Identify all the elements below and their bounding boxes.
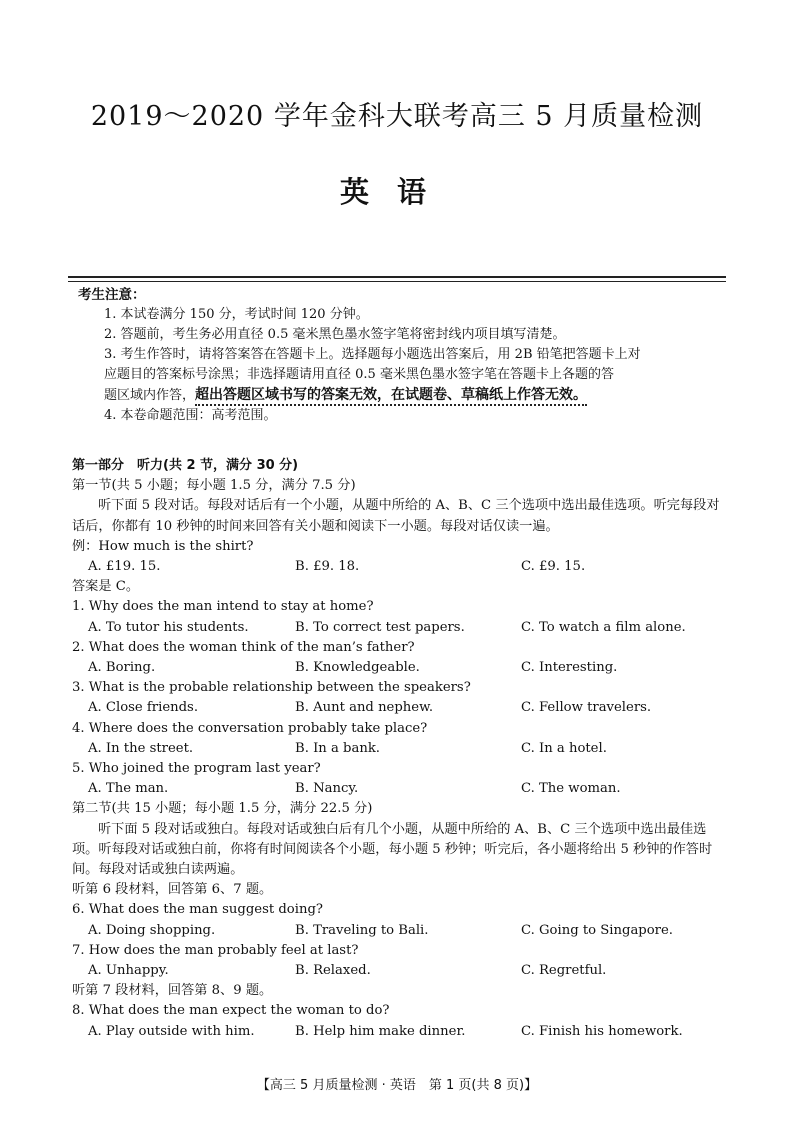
question-8-option-b: B. Help him make dinner. xyxy=(295,1023,466,1039)
question-7-option-b: B. Relaxed. xyxy=(295,963,371,979)
question-6: 6. What does the man suggest doing? xyxy=(72,902,323,918)
notice-heading: 考生注意： xyxy=(78,287,146,303)
example-option-b: B. £9. 18. xyxy=(295,559,360,575)
question-1-option-c: C. To watch a film alone. xyxy=(521,619,686,635)
question-3: 3. What is the probable relationship between the speakers? xyxy=(72,680,471,696)
example-question: 例：How much is the shirt? xyxy=(72,538,254,554)
question-4-option-a: A. In the street. xyxy=(88,740,194,756)
question-8-options xyxy=(72,1022,728,1042)
material-6-note: 听第 6 段材料，回答第 6、7 题。 xyxy=(72,882,273,898)
question-6-option-a: A. Doing shopping. xyxy=(88,922,216,938)
question-6-option-c: C. Going to Singapore. xyxy=(521,922,673,938)
header-divider-thick xyxy=(68,276,726,278)
exam-title: 2019～2020 学年金科大联考高三 5 月质量检测 xyxy=(90,101,704,132)
material-7-note: 听第 7 段材料，回答第 8、9 题。 xyxy=(72,983,273,999)
notice-item-2: 2. 答题前，考生务必用直径 0.5 毫米黑色墨水签字笔将密封线内项目填写清楚。 xyxy=(104,327,566,342)
subject-title: 英语 xyxy=(339,175,454,209)
page-footer: 【高三 5 月质量检测 · 英语 第 1 页(共 8 页)】 xyxy=(256,1078,538,1093)
question-2-option-c: C. Interesting. xyxy=(521,660,618,676)
notice-item-3-line-2: 应题目的答案标号涂黑；非选择题请用直径 0.5 毫米黑色墨水签字笔在答题卡上各题的答 xyxy=(104,367,614,382)
question-8-option-c: C. Finish his homework. xyxy=(521,1023,683,1039)
question-7-option-a: A. Unhappy. xyxy=(88,963,169,979)
question-8-option-a: A. Play outside with him. xyxy=(88,1023,255,1039)
header-divider-thin xyxy=(68,281,726,282)
question-5-option-b: B. Nancy. xyxy=(295,781,359,797)
part1-heading: 第一部分 听力(共 2 节，满分 30 分) xyxy=(72,458,299,473)
question-4-option-c: C. In a hotel. xyxy=(521,740,607,756)
example-option-a: A. £19. 15. xyxy=(88,559,161,575)
question-1-options xyxy=(72,618,728,638)
example-options xyxy=(72,557,728,577)
question-8: 8. What does the man expect the woman to do? xyxy=(72,1003,390,1019)
section2-heading: 第二节(共 15 小题；每小题 1.5 分，满分 22.5 分) xyxy=(72,801,373,817)
question-5-option-c: C. The woman. xyxy=(521,781,621,797)
question-2-option-b: B. Knowledgeable. xyxy=(295,660,420,676)
notice-item-3-text: 题区域内作答， xyxy=(104,388,196,403)
question-7-option-c: C. Regretful. xyxy=(521,963,607,979)
example-option-c: C. £9. 15. xyxy=(521,559,586,575)
notice-block xyxy=(78,285,728,426)
notice-item-3-line-3 xyxy=(78,385,728,406)
question-3-option-b: B. Aunt and nephew. xyxy=(295,700,434,716)
notice-item-1: 1. 本试卷满分 150 分，考试时间 120 分钟。 xyxy=(104,307,369,322)
question-2-options xyxy=(72,658,728,678)
question-3-option-a: A. Close friends. xyxy=(88,700,199,716)
section1-intro: 听下面 5 段对话。每段对话后有一个小题，从题中所给的 A、B、C 三个选项中选出最佳选项。听完每段对话后，你都有 10 秒钟的时间来回答有关小题和阅读下一小题。每段对话仅读一遍。 xyxy=(72,498,720,534)
question-1-option-b: B. To correct test papers. xyxy=(295,619,465,635)
notice-emphasis: 超出答题区域书写的答案无效，在试题卷、草稿纸上作答无效。 xyxy=(195,387,587,406)
question-1: 1. Why does the man intend to stay at home? xyxy=(72,599,374,615)
question-6-option-b: B. Traveling to Bali. xyxy=(295,922,429,938)
listening-section xyxy=(72,456,728,1042)
question-3-option-c: C. Fellow travelers. xyxy=(521,700,652,716)
question-2-option-a: A. Boring. xyxy=(88,660,156,676)
notice-item-3-line-1: 3. 考生作答时，请将答案答在答题卡上。选择题每小题选出答案后，用 2B 铅笔把答题卡上对 xyxy=(104,347,641,362)
question-5-option-a: A. The man. xyxy=(88,781,169,797)
question-5-options xyxy=(72,779,728,799)
section1-heading: 第一节(共 5 小题；每小题 1.5 分，满分 7.5 分) xyxy=(72,478,356,494)
question-6-options xyxy=(72,921,728,941)
question-5: 5. Who joined the program last year? xyxy=(72,761,321,777)
notice-item-4: 4. 本卷命题范围：高考范围。 xyxy=(104,408,277,423)
question-4: 4. Where does the conversation probably take place? xyxy=(72,720,428,736)
example-answer: 答案是 C。 xyxy=(72,579,140,595)
question-1-option-a: A. To tutor his students. xyxy=(88,619,249,635)
question-7: 7. How does the man probably feel at last? xyxy=(72,942,359,958)
question-4-options xyxy=(72,739,728,759)
section2-intro: 听下面 5 段对话或独白。每段对话或独白后有几个小题，从题中所给的 A、B、C 三个选项中选出最佳选项。听每段对话或独白前，你将有时间阅读各个小题，每小题 5 秒钟；听完后，各小题将给出 5 秒钟的作答时间。每段对话或独白读两遍。 xyxy=(72,821,713,878)
question-2: 2. What does the woman think of the man’s father? xyxy=(72,639,415,655)
question-7-options xyxy=(72,961,728,981)
question-4-option-b: B. In a bank. xyxy=(295,740,381,756)
question-3-options xyxy=(72,698,728,718)
